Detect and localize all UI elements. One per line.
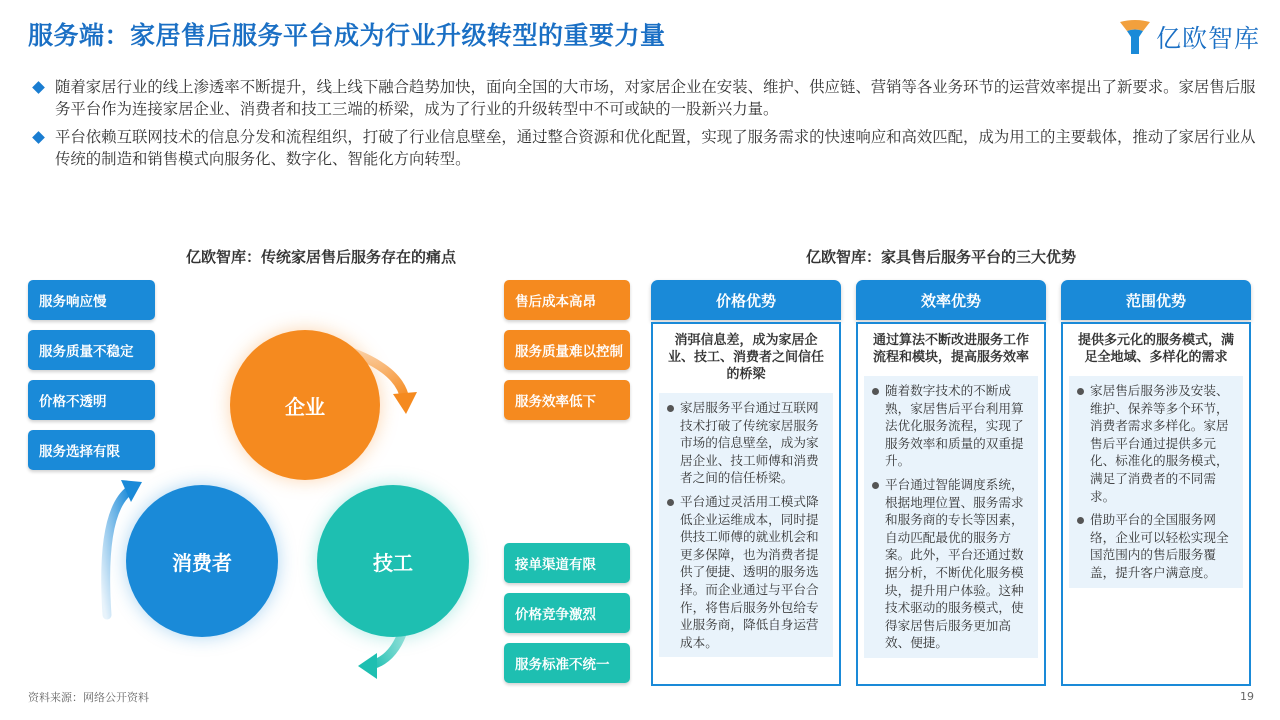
advantage-header-scope: 范围优势 xyxy=(1061,280,1251,320)
advantage-point-text: 家居服务平台通过互联网技术打破了传统家居服务市场的信息壁垒，成为家居企业、技工师傅和消费者之间的信任桥梁。 xyxy=(680,400,819,486)
advantage-point xyxy=(870,382,1030,470)
bullet-dot-icon xyxy=(667,405,674,412)
yiou-logo-icon xyxy=(1118,19,1152,55)
intro-bullet xyxy=(32,76,1257,120)
advantage-header-price: 价格优势 xyxy=(651,280,841,320)
advantages-heading: 亿欧智库：家具售后服务平台的三大优势 xyxy=(806,248,1077,266)
consumer-pain-item: 价格不透明 xyxy=(28,380,155,420)
bullet-dot-icon xyxy=(1077,388,1084,395)
advantage-card-efficiency xyxy=(856,322,1046,686)
intro-bullet-text: 平台依赖互联网技术的信息分发和流程组织，打破了行业信息壁垒，通过整合资源和优化配置，实现了服务需求的快速响应和高效匹配，成为用工的主要载体，推动了家居行业从传统的制造和销售模式向服务化、数字化、智能化方向转型。 xyxy=(55,128,1256,168)
technician-pain-item: 价格竞争激烈 xyxy=(504,593,630,633)
bullet-dot-icon xyxy=(872,482,879,489)
pain-points-heading: 亿欧智库：传统家居售后服务存在的痛点 xyxy=(186,248,457,266)
source-note: 资料来源：网络公开资料 xyxy=(28,691,149,704)
enterprise-pain-item: 服务质量难以控制 xyxy=(504,330,630,370)
advantage-point xyxy=(1075,382,1235,505)
advantage-point-text: 借助平台的全国服务网络，企业可以轻松实现全国范围内的售后服务覆盖，提升客户满意度。 xyxy=(1090,512,1229,580)
bullet-dot-icon xyxy=(872,388,879,395)
advantage-body xyxy=(659,393,833,657)
advantage-card-price xyxy=(651,322,841,686)
advantage-point-text: 平台通过灵活用工模式降低企业运维成本，同时提供技工师傅的就业机会和更多保障，也为消费者提供了便捷、透明的服务选择。而企业通过与平台合作，将售后服务外包给专业服务商，降低自身运营成本。 xyxy=(680,493,819,650)
advantage-point xyxy=(665,493,825,651)
arrowhead-icon xyxy=(393,392,417,414)
consumer-circle: 消费者 xyxy=(126,485,278,637)
page-title: 服务端：家居售后服务平台成为行业升级转型的重要力量 xyxy=(28,21,666,50)
advantage-body xyxy=(864,376,1038,658)
bullet-dot-icon xyxy=(667,499,674,506)
logo-text: 亿欧智库 xyxy=(1156,24,1261,53)
intro-bullets xyxy=(32,76,1257,176)
enterprise-pain-item: 售后成本高昂 xyxy=(504,280,630,320)
advantage-header-efficiency: 效率优势 xyxy=(856,280,1046,320)
page-number: 19 xyxy=(1240,690,1254,703)
enterprise-circle: 企业 xyxy=(230,330,380,480)
consumer-pain-item: 服务质量不稳定 xyxy=(28,330,155,370)
advantage-point-text: 平台通过智能调度系统，根据地理位置、服务需求和服务商的专长等因素，自动匹配最优的服务方案。此外，平台还通过数据分析，不断优化服务模块，提升用户体验。这种技术驱动的服务模式，使得家居售后服务更加高效、便捷。 xyxy=(885,476,1024,651)
technician-pain-item: 服务标准不统一 xyxy=(504,643,630,683)
consumer-pain-item: 服务响应慢 xyxy=(28,280,155,320)
consumer-pain-item: 服务选择有限 xyxy=(28,430,155,470)
diamond-bullet-icon xyxy=(32,131,45,144)
advantage-point-text: 随着数字技术的不断成熟，家居售后平台利用算法优化服务流程，实现了服务效率和质量的双重提升。 xyxy=(885,383,1024,469)
advantage-card-scope xyxy=(1061,322,1251,686)
technician-pain-item: 接单渠道有限 xyxy=(504,543,630,583)
bullet-dot-icon xyxy=(1077,517,1084,524)
intro-bullet-text: 随着家居行业的线上渗透率不断提升，线上线下融合趋势加快，面向全国的大市场，对家居企业在安装、维护、供应链、营销等各业务环节的运营效率提出了新要求。家居售后服务平台作为连接家居企业、消费者和技工三端的桥梁，成为了行业的升级转型中不可或缺的一股新兴力量。 xyxy=(55,78,1256,118)
advantage-point xyxy=(665,399,825,487)
logo xyxy=(1118,19,1260,55)
advantage-point xyxy=(1075,511,1235,581)
technician-circle: 技工 xyxy=(317,485,469,637)
advantage-lead: 提供多元化的服务模式，满足全地域、多样化的需求 xyxy=(1077,333,1234,365)
diamond-bullet-icon xyxy=(32,81,45,94)
arrowhead-icon xyxy=(358,653,377,679)
advantage-lead: 通过算法不断改进服务工作流程和模块，提高服务效率 xyxy=(872,333,1029,365)
advantage-point xyxy=(870,476,1030,652)
enterprise-pain-item: 服务效率低下 xyxy=(504,380,630,420)
advantage-body xyxy=(1069,376,1243,588)
advantage-lead: 消弭信息差，成为家居企业、技工、消费者之间信任的桥梁 xyxy=(667,333,824,382)
intro-bullet xyxy=(32,126,1257,170)
advantage-point-text: 家居售后服务涉及安装、维护、保养等多个环节，消费者需求多样化。家居售后平台通过提供多元化、标准化的服务模式，满足了消费者的不同需求。 xyxy=(1090,383,1229,504)
